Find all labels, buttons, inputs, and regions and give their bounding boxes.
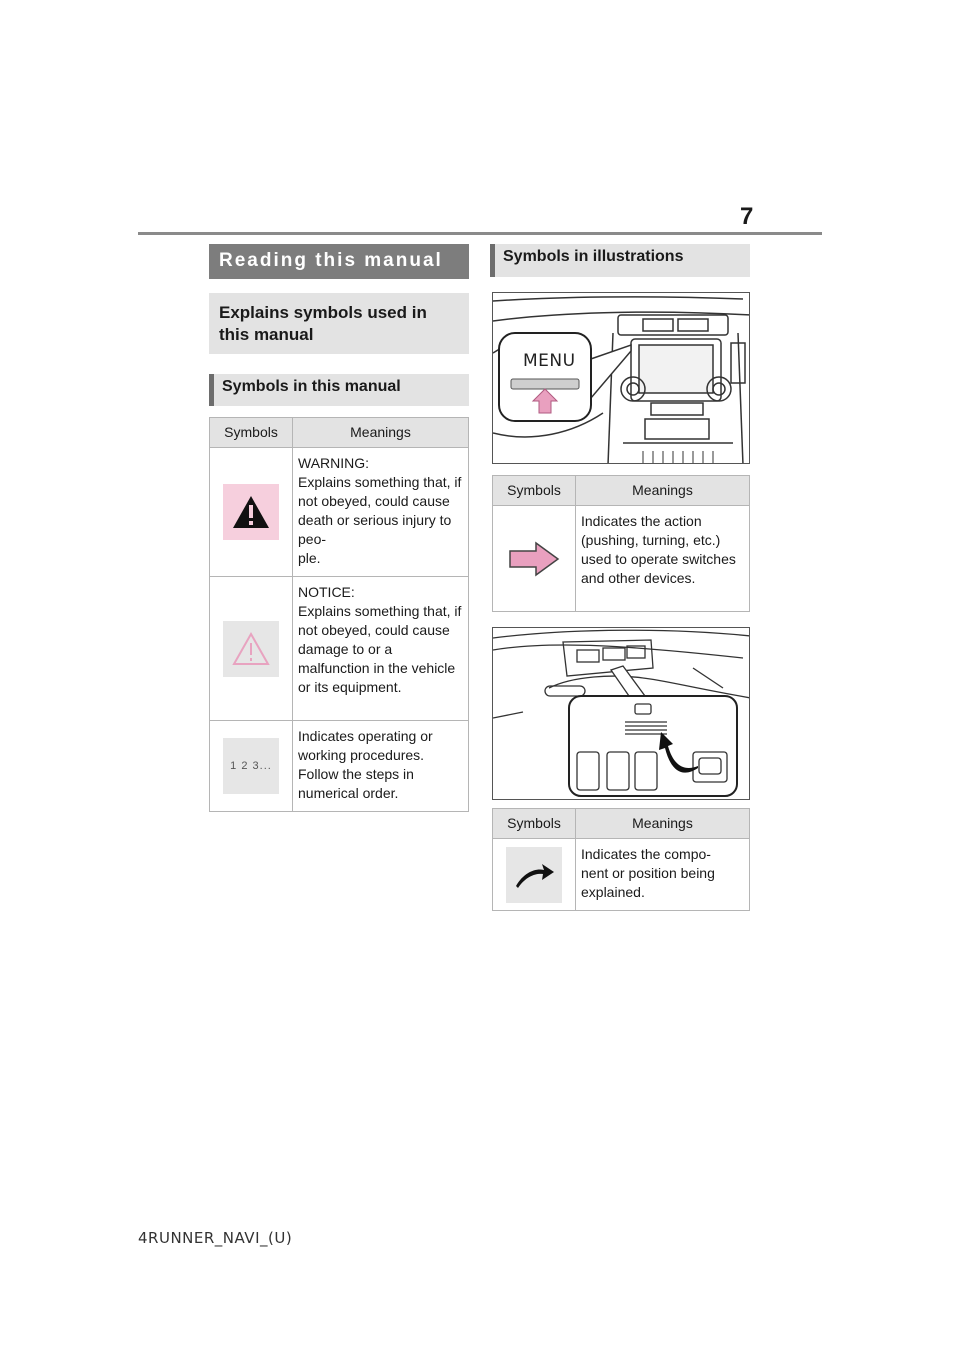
illustration-symbols-table-1 — [492, 475, 750, 612]
warning-icon — [223, 484, 279, 540]
table-row — [493, 839, 750, 911]
footer-model-code: 4RUNNER_NAVI_(U) — [138, 1229, 293, 1247]
table-header-row — [210, 418, 469, 448]
col-header-meanings: Meanings — [576, 809, 750, 839]
action-arrow-icon — [504, 531, 564, 587]
table-row — [210, 721, 469, 812]
table-row — [210, 448, 469, 577]
col-header-symbols: Symbols — [210, 418, 293, 448]
col-header-meanings: Meanings — [576, 476, 750, 506]
table-header-row — [493, 476, 750, 506]
symbols-table — [209, 417, 469, 812]
menu-label: MENU — [523, 351, 576, 371]
table-header-row — [493, 809, 750, 839]
meaning-cell: NOTICE: Explains something that, if not obeyed, could cause damage to or a malfunction in the vehicle or its equipment. — [293, 577, 469, 721]
meaning-cell: WARNING: Explains something that, if not obeyed, could cause death or serious injury to peo- ple. — [293, 448, 469, 577]
col-header-symbols: Symbols — [493, 809, 576, 839]
dashboard-illustration — [492, 292, 750, 464]
symbol-cell — [210, 448, 293, 577]
pointer-arrow-icon — [506, 847, 562, 903]
symbol-cell — [210, 721, 293, 812]
symbol-cell — [493, 506, 576, 612]
notice-icon — [223, 621, 279, 677]
meaning-cell: Indicates the action (pushing, turning, etc.) used to operate switches and other devices. — [576, 506, 750, 612]
right-column — [490, 244, 750, 911]
meaning-cell: Indicates the compo- nent or position being explained. — [576, 839, 750, 911]
section-title-reading: Reading this manual — [209, 244, 469, 279]
col-header-meanings: Meanings — [293, 418, 469, 448]
top-rule — [138, 232, 822, 235]
symbol-cell — [493, 839, 576, 911]
overhead-console-illustration — [492, 627, 750, 800]
overhead-console-drawing — [493, 628, 750, 800]
col-header-symbols: Symbols — [493, 476, 576, 506]
symbol-cell — [210, 577, 293, 721]
meaning-cell: Indicates operating or working procedures. Follow the steps in numerical order. — [293, 721, 469, 812]
table-row — [493, 506, 750, 612]
procedure-steps-text: 1 2 3... — [230, 759, 272, 772]
procedure-steps-icon — [223, 738, 279, 794]
page-number: 7 — [740, 203, 754, 230]
dashboard-drawing — [493, 293, 750, 464]
symbols-heading: Symbols in this manual — [209, 374, 469, 406]
illustration-symbols-table-2 — [492, 808, 750, 911]
explains-heading: Explains symbols used in this manual — [209, 293, 469, 354]
table-row — [210, 577, 469, 721]
left-column — [209, 244, 469, 812]
section-title-illustrations: Symbols in illustrations — [490, 244, 750, 277]
